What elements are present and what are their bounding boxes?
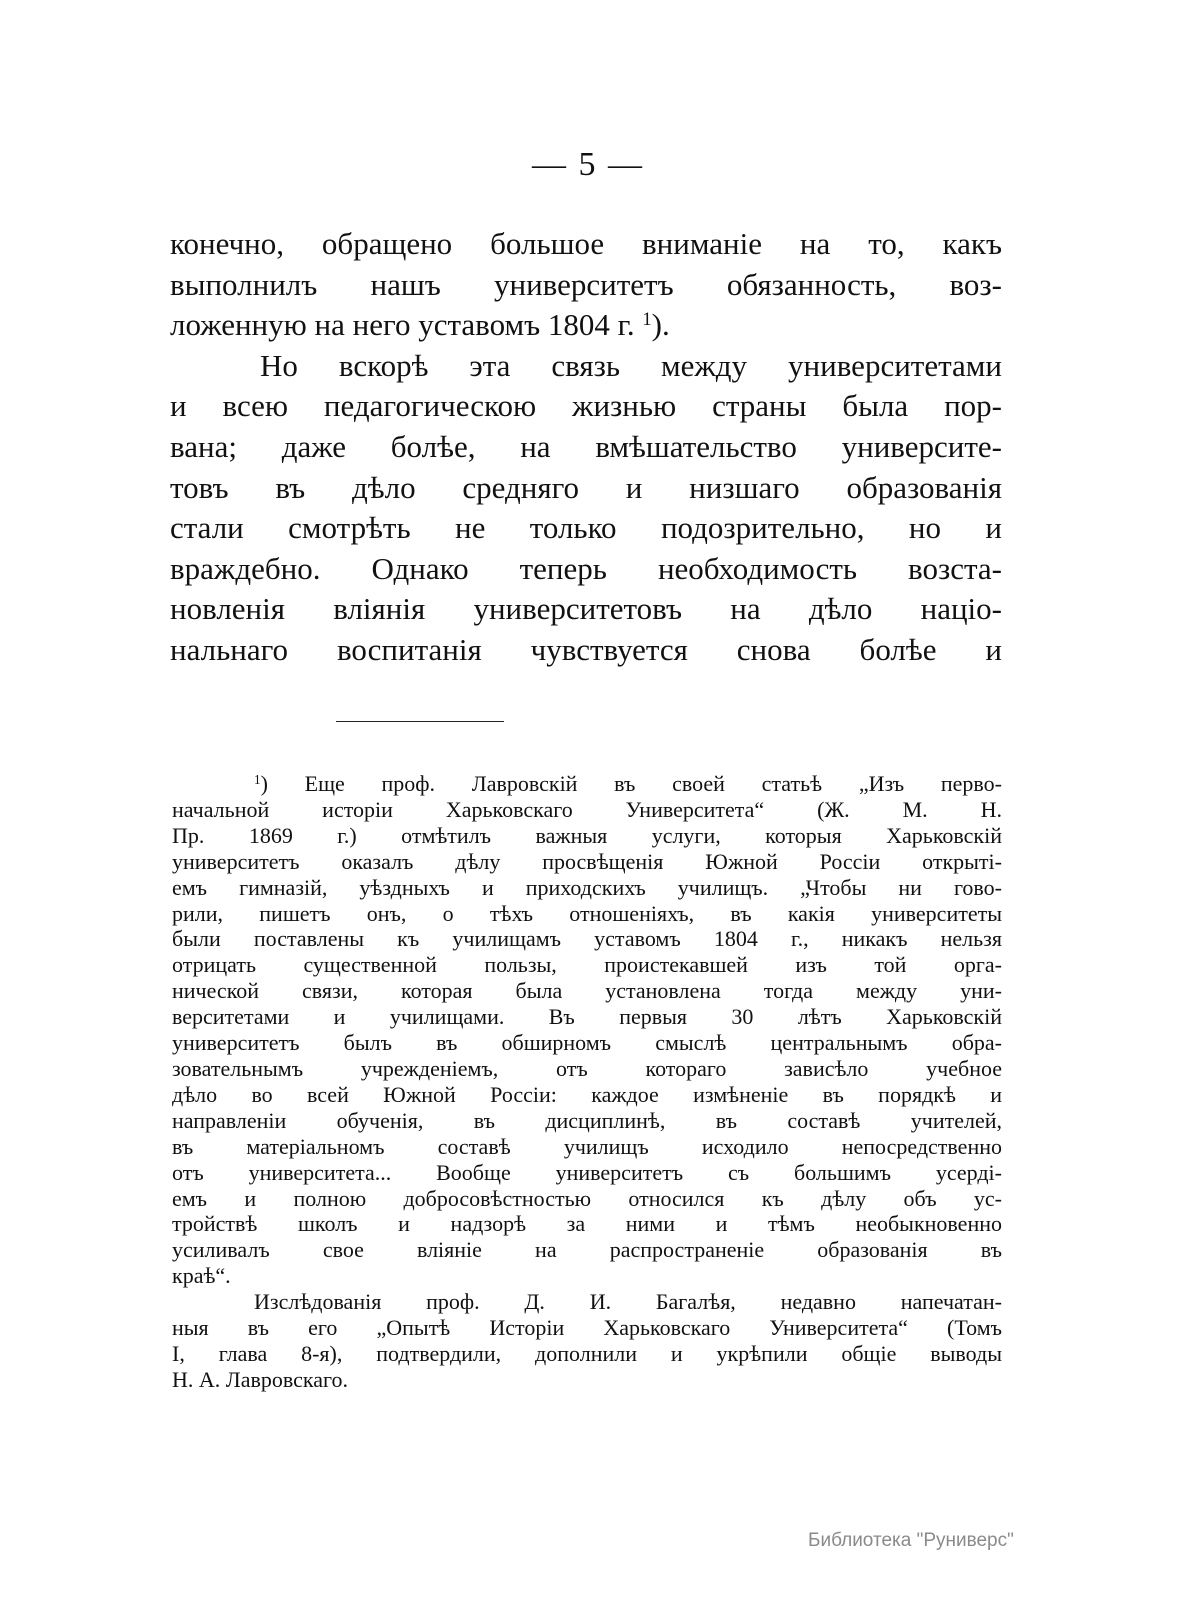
body-line	[170, 386, 1002, 427]
footnote-marker: 1	[254, 771, 261, 787]
footnote-text: университетъ былъ въ обширномъ смыслѣ центральнымъ обра-	[172, 1030, 1002, 1056]
footnote-text: Пр. 1869 г.) отмѣтилъ важныя услуги, которыя Харьковскій	[172, 822, 1002, 848]
body-text: ).	[651, 307, 670, 343]
footnote-line	[172, 797, 1002, 823]
footnote-text: были поставлены къ училищамъ уставомъ 1804 г., никакъ нельзя	[172, 926, 1002, 952]
footnote-line	[172, 823, 1002, 849]
footnote-line	[172, 1237, 1002, 1263]
footnote-text: отъ университета... Вообще университетъ съ большимъ усерді-	[172, 1159, 1002, 1185]
footnote-line	[172, 1341, 1002, 1367]
body-line	[170, 508, 1002, 549]
body-text: конечно, обращено большое вниманіе на то, какъ	[170, 226, 1002, 261]
footnote-line	[172, 1030, 1002, 1056]
footnote-line	[172, 901, 1002, 927]
footnote-line	[172, 1367, 1002, 1393]
footnote-line	[172, 1263, 1002, 1289]
footnote-marker: 1	[642, 308, 652, 330]
footnote-line	[172, 1186, 1002, 1212]
footnote-text: Изслѣдованія проф. Д. И. Багалѣя, недавно напечатан-	[254, 1289, 1002, 1315]
body-line	[170, 468, 1002, 509]
footnote-text: I, глава 8-я), подтвердили, дополнили и укрѣпили общіе выводы	[172, 1340, 1002, 1366]
footnote-text: нической связи, которая была установлена тогда между уни-	[172, 978, 1002, 1004]
footnote-line	[172, 849, 1002, 875]
body-line	[170, 265, 1002, 306]
body-text: вана; даже болѣе, на вмѣшательство университе-	[170, 428, 1002, 464]
body-line	[170, 224, 1002, 265]
footnote-line	[172, 1160, 1002, 1186]
footnote-line	[172, 952, 1002, 978]
footnote-line	[172, 926, 1002, 952]
footnote-text: рили, пишетъ онъ, о тѣхъ отношеніяхъ, въ какія университеты	[172, 900, 1002, 926]
footnote-text: Н. А. Лавровскаго.	[172, 1366, 348, 1392]
footnote-line	[172, 1211, 1002, 1237]
footnote-line	[172, 978, 1002, 1004]
body-line	[170, 630, 1002, 671]
footnote-text: краѣ“.	[172, 1263, 231, 1289]
body-text: товъ въ дѣло средняго и низшаго образованія	[170, 469, 1002, 505]
body-line	[170, 305, 1002, 346]
footnote-text: емъ и полною добросовѣстностью относился къ дѣлу объ ус-	[172, 1185, 1002, 1211]
library-watermark: Библиотека "Руниверс"	[808, 1530, 1014, 1551]
footnote-text: направленіи обученія, въ дисциплинѣ, въ составѣ учителей,	[172, 1107, 1002, 1133]
footnote-text: зовательнымъ учрежденіемъ, отъ котораго зависѣло учебное	[172, 1055, 1002, 1081]
footnote-divider	[336, 721, 504, 722]
footnote-text: емъ гимназій, уѣздныхъ и приходскихъ училищъ. „Чтобы ни гово-	[172, 874, 1002, 900]
footnote-line	[172, 771, 1002, 797]
body-line	[170, 427, 1002, 468]
main-text	[170, 224, 1002, 671]
body-text: ложенную на него уставомъ 1804 г.	[170, 307, 643, 343]
body-text: нальнаго воспитанія чувствуется снова болѣе и	[170, 631, 1002, 667]
footnote-text: тройствѣ школъ и надзорѣ за ними и тѣмъ необыкновенно	[172, 1211, 1002, 1237]
footnote-text: ) Еще проф. Лавровскій въ своей статьѣ „Изъ перво-	[260, 771, 1002, 796]
body-line	[170, 549, 1002, 590]
footnote	[172, 771, 1002, 1393]
footnote-line	[172, 1056, 1002, 1082]
footnote-text: начальной исторіи Харьковскаго Университета“ (Ж. М. Н.	[172, 796, 1002, 822]
body-line	[170, 589, 1002, 630]
footnote-text: дѣло во всей Южной Россіи: каждое измѣненіе въ порядкѣ и	[172, 1081, 1002, 1107]
body-text: Но вскорѣ эта связь между университетами	[260, 347, 1002, 383]
body-text: стали смотрѣть не только подозрительно, но и	[170, 510, 1002, 546]
footnote-text: въ матеріальномъ составѣ училищъ исходило непосредственно	[172, 1133, 1002, 1159]
body-text: враждебно. Однако теперь необходимость возста-	[170, 550, 1002, 586]
footnote-line	[172, 1004, 1002, 1030]
footnote-line	[172, 1134, 1002, 1160]
footnote-text: верситетами и училищами. Въ первыя 30 лѣтъ Харьковскій	[172, 1004, 1002, 1030]
body-text: новленія вліянія университетовъ на дѣло націо-	[170, 591, 1002, 627]
footnote-text: отрицать существенной пользы, проистекавшей изъ той орга-	[172, 952, 1002, 978]
footnote-text: университетъ оказалъ дѣлу просвѣщенія Южной Россіи открыті-	[172, 848, 1002, 874]
footnote-line	[172, 1082, 1002, 1108]
body-line	[170, 346, 1002, 387]
body-text: и всею педагогическою жизнью страны была пор-	[170, 388, 1002, 424]
footnote-line	[172, 1289, 1002, 1315]
footnote-text: усиливалъ свое вліяніе на распространеніе образованія въ	[172, 1237, 1002, 1263]
footnote-line	[172, 1108, 1002, 1134]
footnote-line	[172, 1315, 1002, 1341]
footnote-text: ныя въ его „Опытѣ Исторіи Харьковскаго Университета“ (Томъ	[172, 1315, 1002, 1341]
footnote-line	[172, 875, 1002, 901]
body-text: выполнилъ нашъ университетъ обязанность, воз-	[170, 266, 1002, 302]
page-number: — 5 —	[532, 146, 644, 183]
